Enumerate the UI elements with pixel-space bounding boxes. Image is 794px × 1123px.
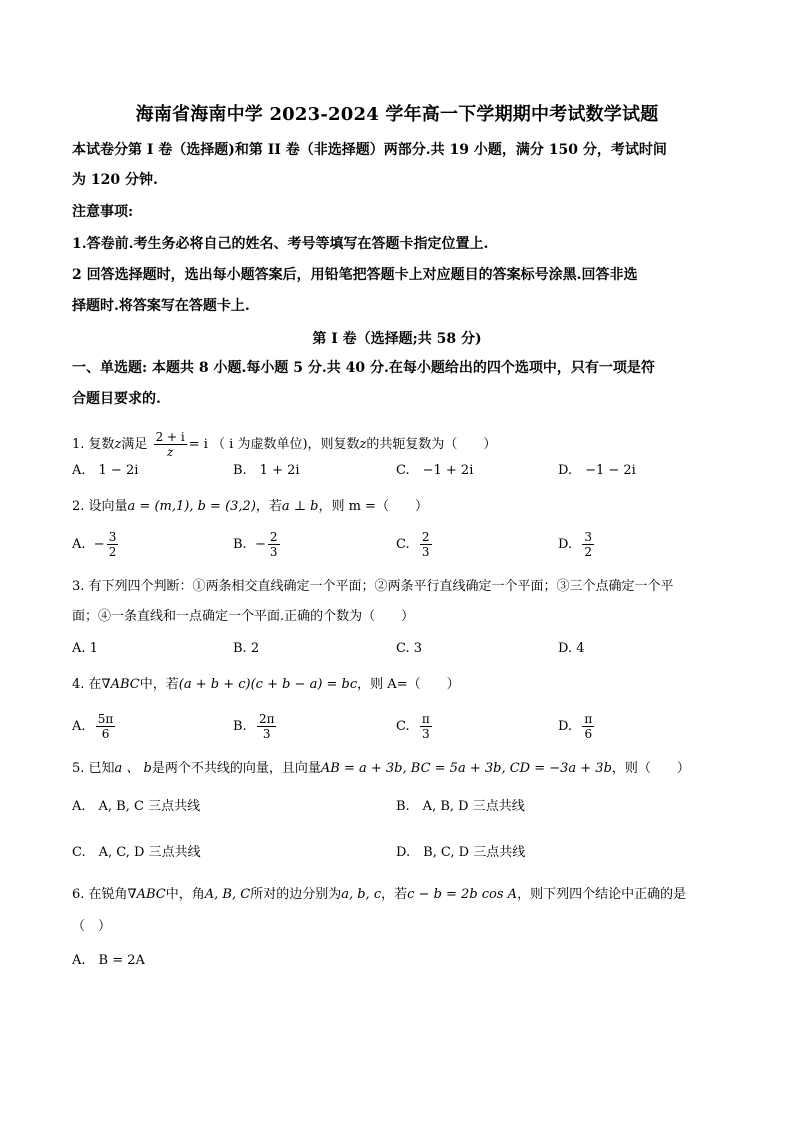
- q4-mid: 中，若: [139, 677, 179, 692]
- q2-d-den: 2: [584, 545, 592, 559]
- intro-line-2: 为 120 分钟.: [72, 172, 158, 188]
- q5-vectors: a 、 b: [114, 761, 152, 776]
- q3-option-c: C. 3: [396, 641, 423, 656]
- q4-d-num: π: [584, 712, 593, 726]
- q2-suffix: ，则 m =（ ）: [318, 499, 428, 514]
- q6-expr: c − b = 2b cos A: [407, 887, 518, 902]
- note-1: 1.答卷前.考生务必将自己的姓名、考号等填写在答题卡指定位置上.: [72, 236, 489, 252]
- q5-mid: 是两个不共线的向量，且向量: [151, 761, 321, 776]
- q5-option-a: A. A, B, C 三点共线: [72, 799, 201, 814]
- q1-mid1: 满足: [121, 437, 148, 452]
- question-1: [72, 430, 722, 459]
- q4-b-num: 2π: [258, 712, 275, 726]
- q4-option-d: [558, 712, 596, 741]
- q5-option-d: D. B, C, D 三点共线: [396, 845, 526, 860]
- q1-fraction: [154, 430, 187, 459]
- question-5: [72, 760, 722, 778]
- q2-option-d: [558, 530, 596, 559]
- page-title: 海南省海南中学 2023-2024 学年高一下学期期中考试数学试题: [135, 104, 659, 125]
- q2-a-num: 3: [108, 530, 117, 544]
- q2-a-sign: −: [93, 537, 105, 552]
- q2-option-c: [396, 530, 434, 559]
- question-3-line-1: 3. 有下列四个判断：①两条相交直线确定一个平面；②两条平行直线确定一个平面；③三个点确定一个平: [72, 579, 674, 594]
- q4-d-frac: [582, 712, 594, 741]
- q6-angles: A, B, C: [204, 887, 251, 902]
- q5-suffix: ，则（ ）: [611, 761, 690, 776]
- q6-suffix: ，则下列四个结论中正确的是: [517, 887, 687, 902]
- q2-b-num: 2: [269, 530, 278, 544]
- q1-frac-num: 2 + i: [155, 430, 185, 444]
- q2-b-frac: [268, 530, 280, 559]
- q6-sides: a, b, c: [341, 887, 382, 902]
- q4-c-den: 3: [422, 727, 430, 741]
- q1-option-b: B. 1 + 2i: [233, 463, 300, 478]
- q4-option-b: [233, 712, 278, 741]
- q4-prefix: 4. 在: [72, 677, 102, 692]
- q1-z: z: [114, 437, 122, 452]
- q3-option-a: A. 1: [72, 641, 98, 656]
- q1-z2: z: [359, 437, 367, 452]
- note-2-line-1: 2 回答选择题时，选出每小题答案后，用铅笔把答题卡上对应题目的答案标号涂黑.回答非选: [72, 267, 638, 283]
- q2-c-label: C.: [396, 537, 410, 552]
- q4-d-label: D.: [558, 719, 573, 734]
- q2-c-num: 2: [421, 530, 430, 544]
- q2-b-label: B.: [233, 537, 247, 552]
- question-6: [72, 886, 722, 904]
- q4-c-label: C.: [396, 719, 410, 734]
- section-title: 第 I 卷（选择题;共 58 分): [312, 331, 482, 347]
- q2-c-den: 3: [421, 545, 430, 559]
- q4-triangle: ∇ABC: [101, 677, 140, 692]
- q2-option-b: [233, 530, 282, 559]
- q4-suffix: ，则 A=（ ）: [357, 677, 460, 692]
- q2-mid: ，若: [255, 499, 282, 514]
- intro-line-1: 本试卷分第 I 卷（选择题)和第 II 卷（非选择题）两部分.共 19 小题，满分 150 分，考试时间: [72, 142, 667, 158]
- q2-c-frac: [420, 530, 432, 559]
- q1-option-c: C. −1 + 2i: [396, 463, 474, 478]
- q6-triangle: ∇ABC: [127, 887, 166, 902]
- q6-option-a: A. B = 2A: [72, 953, 145, 968]
- part-heading-line-2: 合题目要求的.: [72, 391, 161, 407]
- q2-d-label: D.: [558, 537, 573, 552]
- q2-a-label: A.: [72, 537, 86, 552]
- q1-mid2: （ i 为虚数单位)，则复数: [212, 437, 360, 452]
- question-4: [72, 676, 722, 694]
- q2-option-a: [72, 530, 120, 559]
- question-6-line-2: （ ）: [72, 919, 112, 934]
- notes-heading: 注意事项:: [72, 204, 134, 220]
- q2-b-den: 3: [269, 545, 278, 559]
- q6-mid1: 中，角: [165, 887, 205, 902]
- q2-condition: a ⊥ b: [281, 499, 319, 514]
- q4-d-den: 6: [584, 727, 593, 741]
- question-3-line-2: 面；④一条直线和一点确定一个平面.正确的个数为（ ）: [72, 609, 415, 624]
- q4-c-num: π: [421, 712, 430, 726]
- q4-a-den: 6: [101, 727, 110, 741]
- q4-c-frac: [420, 712, 432, 741]
- q2-prefix: 2. 设向量: [72, 499, 128, 514]
- q6-prefix: 6. 在锐角: [72, 887, 128, 902]
- q5-expr: AB = a + 3b, BC = 5a + 3b, CD = −3a + 3b: [320, 761, 612, 776]
- q4-option-a: [72, 712, 117, 741]
- q4-option-c: [396, 712, 434, 741]
- q1-option-a: A. 1 − 2i: [72, 463, 139, 478]
- q1-option-d: D. −1 − 2i: [558, 463, 636, 478]
- note-2-line-2: 择题时.将答案写在答题卡上.: [72, 298, 250, 314]
- q4-a-num: 5π: [97, 712, 114, 726]
- q2-a-frac: [107, 530, 119, 559]
- q5-option-c: C. A, C, D 三点共线: [72, 845, 201, 860]
- q1-suffix: 的共轭复数为（ ）: [366, 437, 497, 452]
- q4-b-label: B.: [233, 719, 247, 734]
- q2-a-den: 2: [108, 545, 117, 559]
- q5-prefix: 5. 已知: [72, 761, 115, 776]
- q3-option-b: B. 2: [233, 641, 260, 656]
- q6-mid3: ，若: [381, 887, 408, 902]
- q1-prefix: 1. 复数: [72, 437, 115, 452]
- q1-eq: = i: [188, 437, 208, 452]
- q5-option-b: B. A, B, D 三点共线: [396, 799, 525, 814]
- q4-b-den: 3: [262, 727, 271, 741]
- q4-a-frac: [96, 712, 116, 741]
- q6-mid2: 所对的边分别为: [250, 887, 342, 902]
- question-2: [72, 498, 722, 516]
- part-heading-line-1: 一、单选题: 本题共 8 小题.每小题 5 分.共 40 分.在每小题给出的四个选项中，只有一项是符: [72, 360, 655, 376]
- q2-b-sign: −: [254, 537, 266, 552]
- q4-a-label: A.: [72, 719, 86, 734]
- q4-b-frac: [257, 712, 277, 741]
- q2-vectors: a = (m,1), b = (3,2): [127, 499, 256, 514]
- q2-d-num: 3: [584, 530, 592, 544]
- q3-option-d: D. 4: [558, 641, 585, 656]
- q1-frac-den: z: [166, 445, 174, 459]
- q4-expr: (a + b + c)(c + b − a) = bc: [178, 677, 358, 692]
- q2-d-frac: [582, 530, 594, 559]
